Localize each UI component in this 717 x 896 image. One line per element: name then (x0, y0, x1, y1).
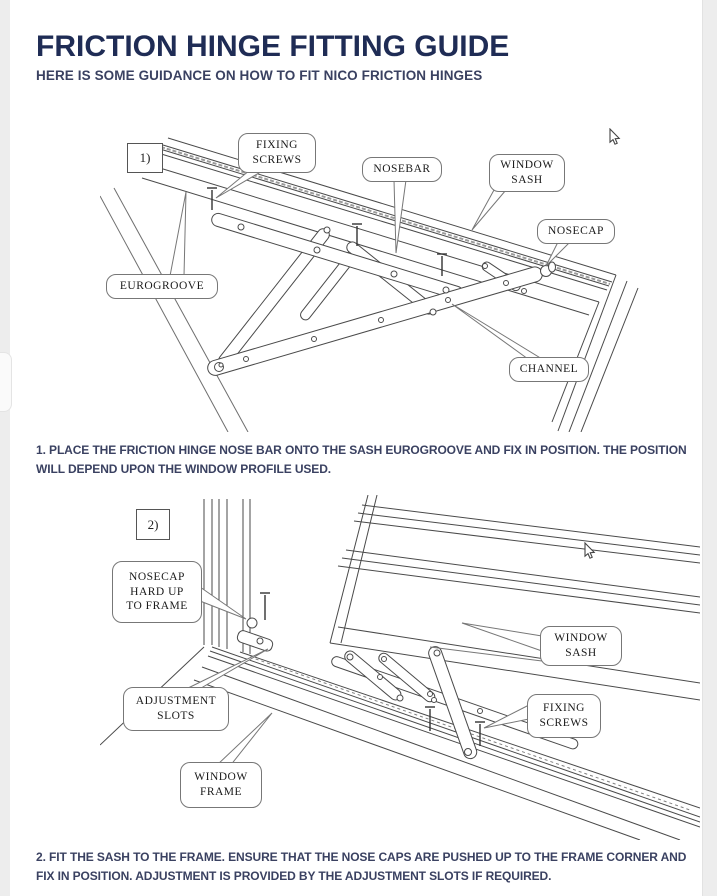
callout-nosecap: NOSECAP (537, 219, 615, 244)
callout-adjustment-slots: ADJUSTMENT SLOTS (123, 687, 229, 731)
callout-window-sash-2: WINDOW SASH (540, 626, 622, 666)
callout-channel: CHANNEL (509, 357, 589, 382)
page-subtitle: HERE IS SOME GUIDANCE ON HOW TO FIT NICO FRICTION HINGES (36, 68, 483, 83)
callout-window-sash: WINDOW SASH (489, 154, 565, 192)
step-1-caption: 1. PLACE THE FRICTION HINGE NOSE BAR ONTO THE SASH EUROGROOVE AND FIX IN POSITION. THE POSITION WILL DEPEND UPON THE WINDOW PROFILE USED. (36, 443, 687, 476)
callout-fixing-screws: FIXING SCREWS (238, 133, 316, 173)
figure-2-number-badge: 2) (136, 509, 170, 540)
step-2-caption: 2. FIT THE SASH TO THE FRAME. ENSURE THAT THE NOSE CAPS ARE PUSHED UP TO THE FRAME CORNER AND FIX IN POSITION. ADJUSTMENT IS PROVIDED BY THE ADJUSTMENT SLOTS IF REQUIRED. (36, 850, 687, 883)
callout-eurogroove: EUROGROOVE (106, 274, 218, 299)
figure-1-number-badge: 1) (127, 143, 163, 173)
mouse-cursor-icon (583, 542, 597, 560)
callout-window-frame: WINDOW FRAME (180, 762, 262, 808)
figure-step-2 (100, 495, 700, 840)
figure-step-1 (100, 118, 700, 432)
left-edge-tab[interactable] (0, 352, 12, 412)
mouse-cursor-icon (608, 128, 622, 146)
callout-fixing-screws-2: FIXING SCREWS (527, 694, 601, 738)
callout-nosecap-hard-up: NOSECAP HARD UP TO FRAME (112, 561, 202, 623)
page-title: FRICTION HINGE FITTING GUIDE (36, 30, 510, 64)
callout-nosebar: NOSEBAR (362, 157, 442, 182)
